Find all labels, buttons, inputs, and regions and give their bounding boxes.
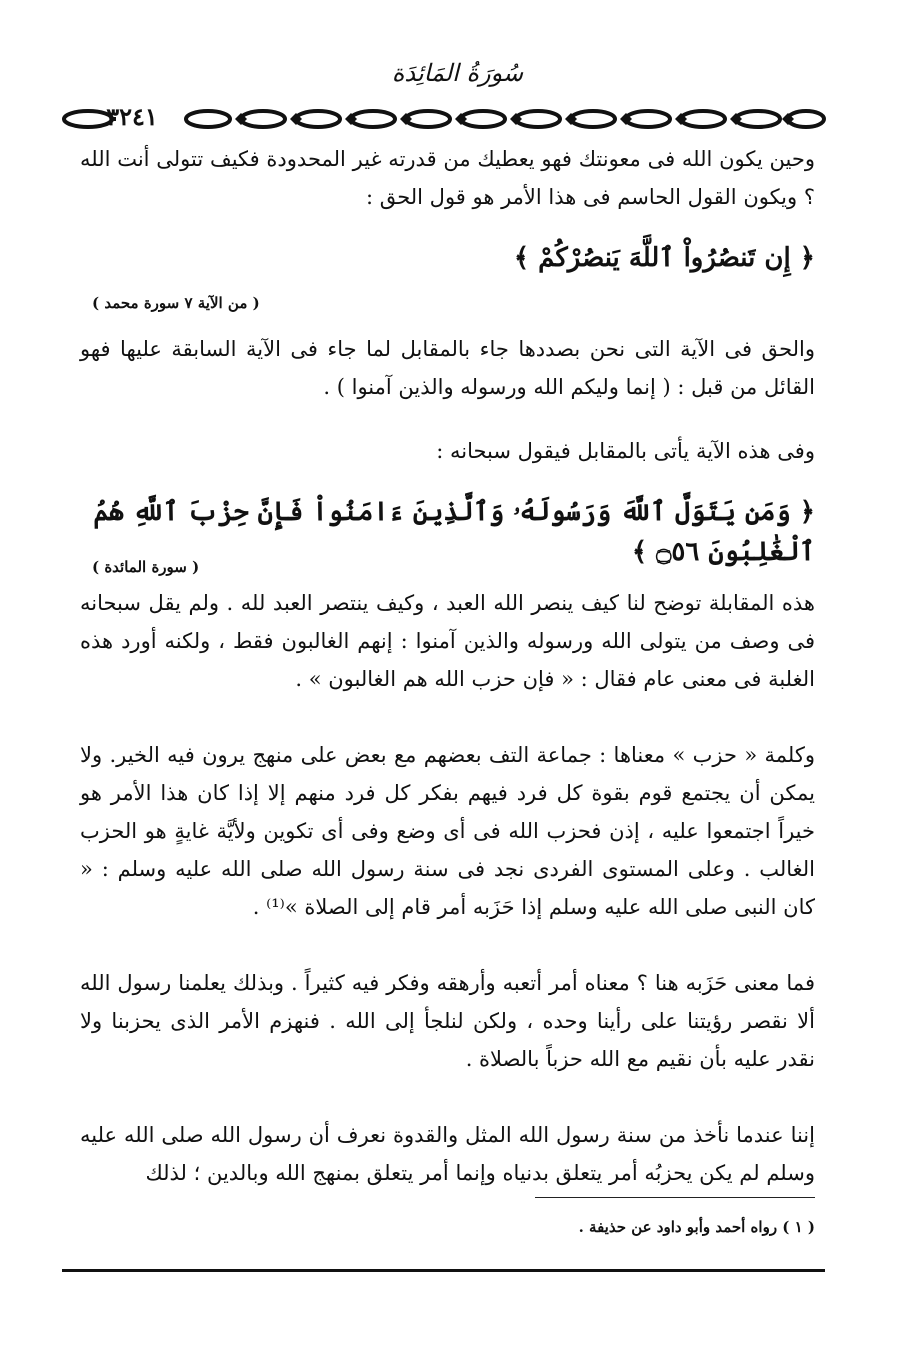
paragraph-6: فما معنى حَزَبه هنا ؟ معناه أمر أتعبه وأرهقه وفكر فيه كثيراً . وبذلك يعلمنا رسول الله ألا نقصر رؤيتنا على رأينا وحده ، ولكن لنلجأ إلى الله . فنهزم الأمر الذى يحزبنا ولا نقدر عليه بأن نقيم مع الله حزباً بالصلاة . xyxy=(80,971,815,1071)
paragraph-5: وكلمة « حزب » معناها : جماعة التف بعضهم مع بعض على منهج يرون فيه الخير. ولا يمكن أن يجتمع قوم بقوة كل فرد فيهم بفكر كل فرد منهم إلا إذا كان هذا الأمر هو خيراً اجتمعوا عليه ، إذن فحزب الله فى أى وضع وفى أى تكوين ولأيَّة غايةٍ هو الحزب الغالب . وعلى المستوى الفردى نجد فى سنة رسول الله صلى الله عليه وسلم : « كان النبى صلى الله عليه وسلم إذا حَزَبه أمر قام إلى الصلاة »⁽¹⁾ . xyxy=(80,743,815,919)
footnote-1: ( ١ ) رواه أحمد وأبو داود عن حذيفة . xyxy=(578,1218,815,1236)
page-number: ٣٢٤١ xyxy=(106,102,158,131)
surah-title: سُورَةُ المَائِدَة xyxy=(391,59,524,87)
paragraph-2: والحق فى الآية التى نحن بصددها جاء بالمقابل لما جاء فى الآية السابقة عليها فهو القائل من قبل : ( إنما وليكم الله ورسوله والذين آمنوا ) . xyxy=(80,337,815,399)
paragraph-1: وحين يكون الله فى معونتك فهو يعطيك من قدرته غير المحدودة فكيف تتولى أنت الله ؟ ويكون القول الحاسم فى هذا الأمر هو قول الحق : xyxy=(80,147,815,209)
page-bottom-rule xyxy=(62,1269,825,1272)
paragraph-7: إننا عندما نأخذ من سنة رسول الله المثل والقدوة نعرف أن رسول الله صلى الله عليه وسلم لم يكن يحزبُه أمر يتعلق بدنياه وإنما أمر يتعلق بمنهج الله وبالدين ؛ لذلك xyxy=(80,1123,815,1185)
verse-reference-1: ( من الآية ٧ سورة محمد ) xyxy=(92,294,260,312)
quran-verse-2: ﴿ وَمَن يَتَوَلَّ ٱللَّهَ وَرَسُولَهُۥ وَٱلَّذِينَ ءَامَنُواْ فَإِنَّ حِزْبَ ٱللَّهِ هُمُ ٱلْغَٰلِبُونَ ۝٥٦ ﴾ xyxy=(93,497,815,567)
verse-reference-2: ( سورة المائدة ) xyxy=(92,558,200,576)
paragraph-4: هذه المقابلة توضح لنا كيف ينصر الله العبد ، وكيف ينتصر العبد لله . ولم يقل سبحانه فى وصف من يتولى الله ورسوله والذين آمنوا : إنهم الغالبون فقط ، ولكنه أورد هذه الغلبة فى معنى عام فقال : « فإن حزب الله هم الغالبون » . xyxy=(80,591,815,691)
footnote-divider xyxy=(535,1197,815,1198)
header-ornament-border xyxy=(58,102,828,136)
quran-verse-1: ﴿ إِن تَنصُرُواْ ٱللَّهَ يَنصُرْكُمْ ﴾ xyxy=(513,243,815,273)
paragraph-3: وفى هذه الآية يأتى بالمقابل فيقول سبحانه : xyxy=(436,439,815,463)
